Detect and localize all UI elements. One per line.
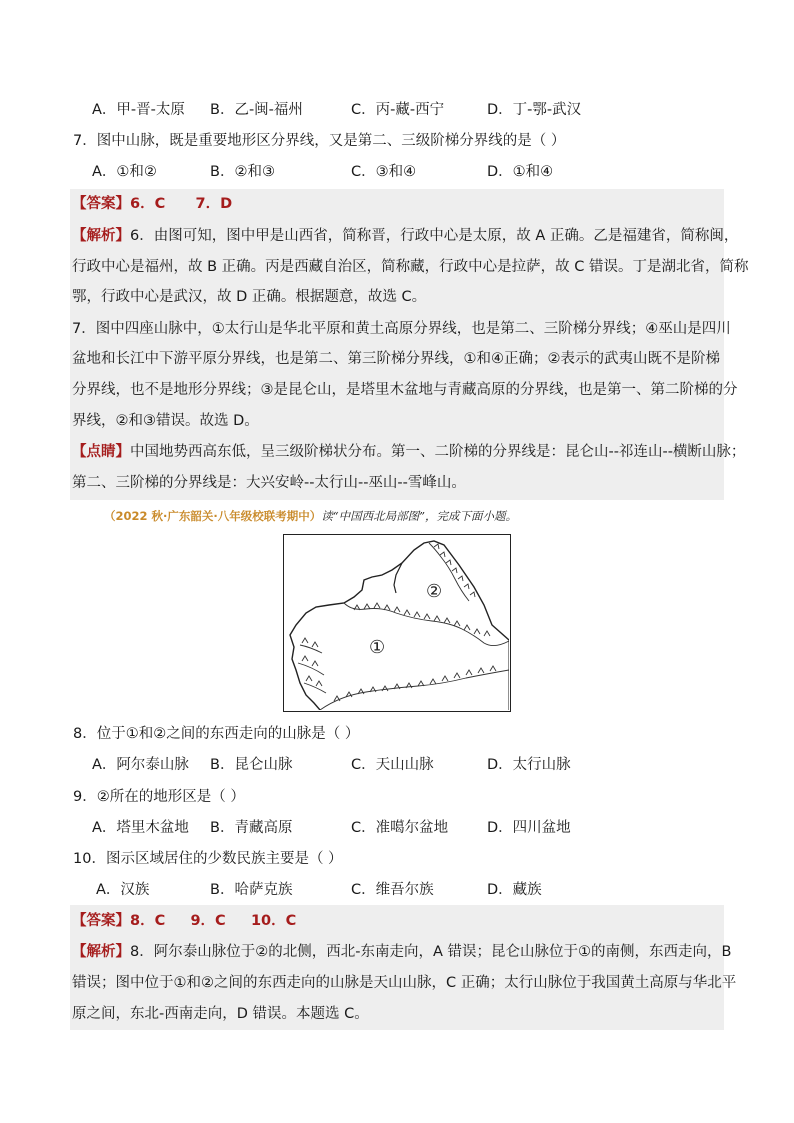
analysis-line: 错误；图中位于①和②之间的东西走向的山脉是天山山脉，C 正确；太行山脉位于我国黄土高原与华北平 <box>72 975 737 991</box>
point-line: 第二、三阶梯的分界线是：大兴安岭--太行山--巫山--雪峰山。 <box>72 475 466 491</box>
q9-stem: 9．②所在的地形区是（ ） <box>73 789 245 805</box>
q8-stem: 8．位于①和②之间的东西走向的山脉是（ ） <box>73 726 360 742</box>
point-line <box>72 441 745 463</box>
kunlun-mountains <box>298 638 509 710</box>
map-label-2: ② <box>426 581 443 602</box>
q9-option-a[interactable]: A．塔里木盆地 <box>92 820 189 836</box>
answer-tag: 【答案】 <box>72 913 130 929</box>
analysis-line: 分界线，也不是地形分界线；③是昆仑山，是塔里木盆地与青藏高原的分界线，也是第一、第二阶梯的分 <box>72 382 738 398</box>
source-org: （2022 秋·广东韶关·八年级校联考期中） <box>104 509 322 523</box>
analysis-line: 盆地和长江中下游平原分界线，也是第二、第三阶梯分界线，①和④正确；②表示的武夷山既不是阶梯 <box>72 351 720 367</box>
q7-option-d[interactable]: D．①和④ <box>487 164 554 180</box>
analysis-text: 6．由图可知，图中甲是山西省，简称晋，行政中心是太原，故 A 正确。乙是福建省，简称闽， <box>130 228 739 244</box>
q9-option-d[interactable]: D．四川盆地 <box>487 820 571 836</box>
answer-line-1 <box>72 193 232 215</box>
answer-text: 8．C 9．C 10．C <box>130 913 297 929</box>
q6-option-a[interactable]: A．甲-晋-太原 <box>92 102 185 118</box>
analysis-line: 界线，②和③错误。故选 D。 <box>72 413 259 429</box>
q10-option-a[interactable]: A．汉族 <box>96 882 150 898</box>
q7-option-c[interactable]: C．③和④ <box>351 164 417 180</box>
q10-option-b[interactable]: B．哈萨克族 <box>210 882 293 898</box>
q8-option-b[interactable]: B．昆仑山脉 <box>210 757 293 773</box>
q8-option-d[interactable]: D．太行山脉 <box>487 757 571 773</box>
analysis-text: 8．阿尔泰山脉位于②的北侧，西北-东南走向，A 错误；昆仑山脉位于①的南侧，东西走向，B <box>130 944 732 960</box>
analysis-tag: 【解析】 <box>72 228 130 244</box>
q9-option-b[interactable]: B．青藏高原 <box>210 820 293 836</box>
q10-option-c[interactable]: C．维吾尔族 <box>351 882 434 898</box>
q10-option-d[interactable]: D．藏族 <box>487 882 542 898</box>
q8-option-c[interactable]: C．天山山脉 <box>351 757 434 773</box>
q9-option-c[interactable]: C．准噶尔盆地 <box>351 820 449 836</box>
analysis-line: 原之间，东北-西南走向，D 错误。本题选 C。 <box>72 1006 369 1022</box>
q7-stem: 7．图中山脉，既是重要地形区分界线，又是第二、三级阶梯分界线的是（ ） <box>73 133 566 149</box>
q7-option-a[interactable]: A．①和② <box>92 164 157 180</box>
analysis-tag: 【解析】 <box>72 944 130 960</box>
q8-option-a[interactable]: A．阿尔泰山脉 <box>92 757 189 773</box>
q6-option-c[interactable]: C．丙-藏-西宁 <box>351 102 445 118</box>
analysis-line: 行政中心是福州，故 B 正确。丙是西藏自治区，简称藏，行政中心是拉萨，故 C 错误。丁是湖北省，简称 <box>72 259 749 275</box>
point-tag: 【点睛】 <box>72 444 130 460</box>
analysis-line: 7．图中四座山脉中，①太行山是华北平原和黄土高原分界线，也是第二、三阶梯分界线；④巫山是四川 <box>72 321 731 337</box>
answer-tag: 【答案】 <box>72 196 130 212</box>
point-text: 中国地势西高东低，呈三级阶梯状分布。第一、二阶梯的分界线是：昆仑山--祁连山--横断山脉； <box>130 444 746 460</box>
q6-option-b[interactable]: B．乙-闽-福州 <box>210 102 303 118</box>
analysis-line: 鄂，行政中心是武汉，故 D 正确。根据题意，故选 C。 <box>72 289 427 305</box>
analysis-line <box>72 225 738 247</box>
map-drawing <box>284 535 509 710</box>
answer-text: 6．C 7．D <box>130 196 233 212</box>
analysis-line <box>72 941 731 963</box>
q10-stem: 10．图示区域居住的少数民族主要是（ ） <box>73 851 343 867</box>
source-instruction: 读“中国西北局部图”，完成下面小题。 <box>321 509 518 523</box>
q6-option-d[interactable]: D．丁-鄂-武汉 <box>487 102 582 118</box>
answer-line-2 <box>72 910 296 932</box>
map-label-1: ① <box>369 637 386 658</box>
region-border <box>290 541 509 710</box>
q7-option-b[interactable]: B．②和③ <box>210 164 275 180</box>
source-line <box>104 508 517 524</box>
northwest-china-map <box>283 534 511 712</box>
